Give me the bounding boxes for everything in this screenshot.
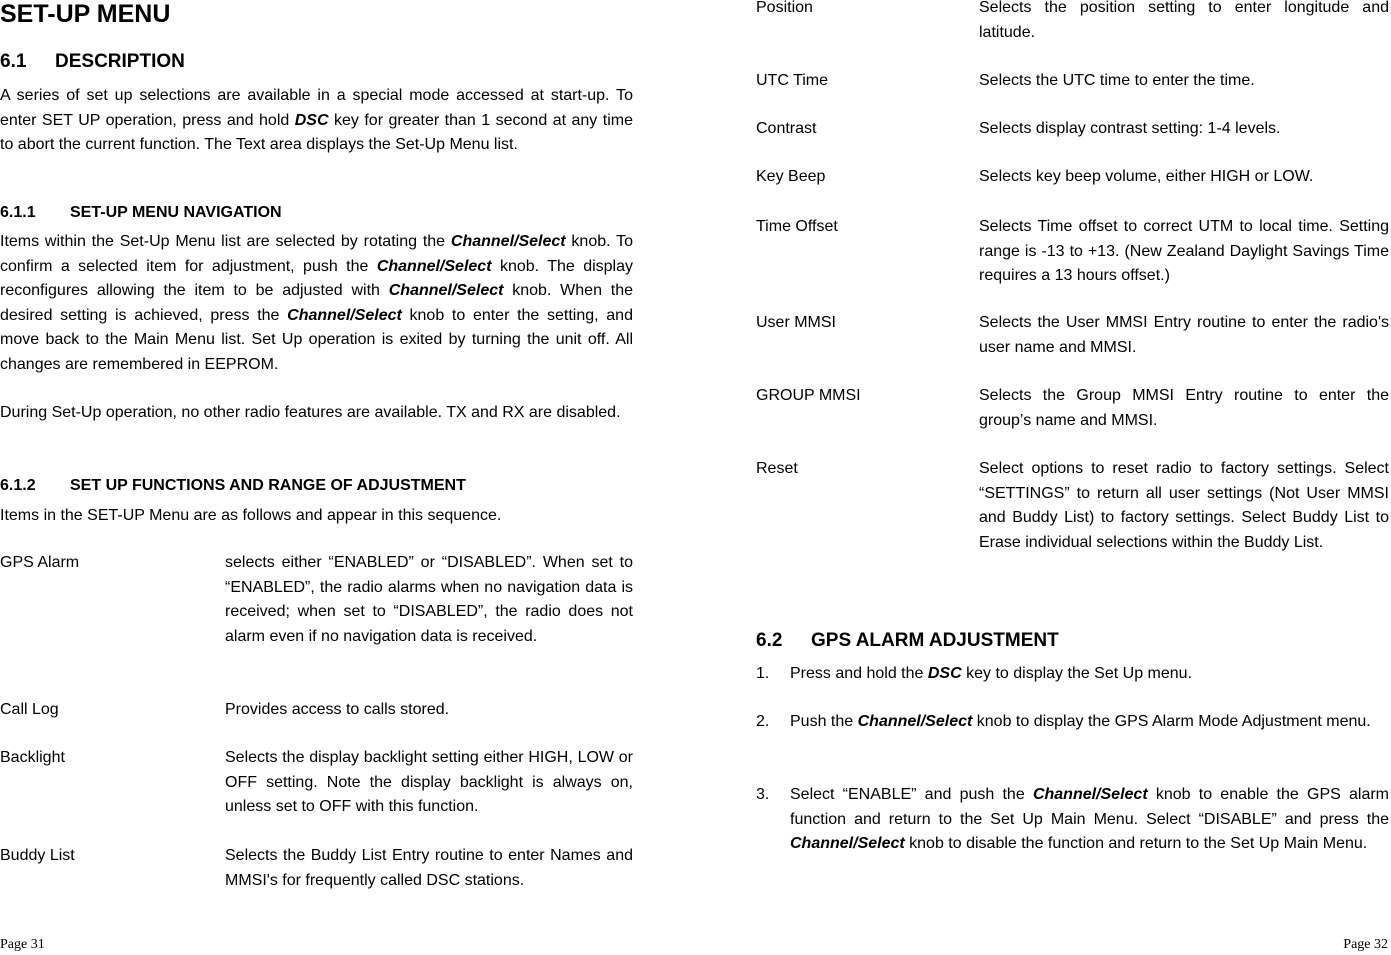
- function-name: Call Log: [0, 701, 59, 718]
- step-number: 1.: [756, 665, 770, 682]
- function-name: Contrast: [756, 120, 817, 137]
- section-6-2-heading: 6.2 GPS ALARM ADJUSTMENT: [756, 630, 1059, 651]
- step-text: Push the Channel/Select knob to display the GPS Alarm Mode Adjustment menu.: [790, 713, 1371, 730]
- step-text: Select “ENABLE” and push the Channel/Select knob to enable the GPS alarm function and return to the Set Up Main Menu. Select “DISABLE” and press the Channel/Select knob to disable the function and return to the Set Up Main Menu.: [790, 786, 1390, 852]
- function-description: Select options to reset radio to factory settings. Select “SETTINGS” to return all user settings (Not User MMSI and Buddy List) to factory settings. Select Buddy List to Erase individual selections within the Buddy List.: [979, 460, 1389, 551]
- function-name: GPS Alarm: [0, 554, 80, 571]
- function-name: Buddy List: [0, 847, 75, 864]
- step-number: 3.: [756, 786, 770, 803]
- function-name: Backlight: [0, 749, 65, 766]
- function-name: GROUP MMSI: [756, 387, 861, 404]
- step-text: Press and hold the DSC key to display the Set Up menu.: [790, 665, 1193, 682]
- function-name: Key Beep: [756, 168, 826, 185]
- section-title: DESCRIPTION: [55, 51, 185, 72]
- function-description: Selects the display backlight setting either HIGH, LOW or OFF setting. Note the display backlight is always on, unless set to OFF with this function.: [225, 749, 633, 815]
- section-6-1-heading: [0, 51, 185, 73]
- function-name: Time Offset: [756, 218, 838, 235]
- function-description: Selects display contrast setting: 1-4 levels.: [979, 120, 1281, 137]
- function-name: User MMSI: [756, 314, 836, 331]
- function-description: Selects the UTC time to enter the time.: [979, 72, 1255, 89]
- function-description: Selects Time offset to correct UTM to local time. Setting range is -13 to +13. (New Zealand Daylight Savings Time requires a 13 hours offset.): [979, 218, 1389, 284]
- function-name: Position: [756, 0, 813, 16]
- function-name: Reset: [756, 460, 798, 477]
- function-name: UTC Time: [756, 72, 828, 89]
- section-6-1-1-heading: 6.1.1 SET-UP MENU NAVIGATION: [0, 204, 282, 221]
- function-description: selects either “ENABLED” or “DISABLED”. When set to “ENABLED”, the radio alarms when no navigation data is received; when set to “DISABLED”, the radio does not alarm even if no navigation data is received.: [225, 554, 633, 645]
- description-paragraph: A series of set up selections are available in a special mode accessed at start-up. To enter SET UP operation, press and hold DSC key for greater than 1 second at any time to abort the current function. The Text area displays the Set-Up Menu list.: [0, 87, 633, 153]
- page-title: SET-UP MENU: [0, 0, 171, 28]
- function-description: Selects the position setting to enter longitude and latitude.: [979, 0, 1389, 41]
- step-number: 2.: [756, 713, 770, 730]
- function-description: Selects the User MMSI Entry routine to enter the radio's user name and MMSI.: [979, 314, 1389, 356]
- section-6-1-2-heading: 6.1.2 SET UP FUNCTIONS AND RANGE OF ADJUSTMENT: [0, 477, 466, 494]
- function-description: Selects the Buddy List Entry routine to enter Names and MMSI's for frequently called DSC stations.: [225, 847, 633, 889]
- function-description: Selects the Group MMSI Entry routine to enter the group’s name and MMSI.: [979, 387, 1389, 429]
- function-description: Provides access to calls stored.: [225, 701, 450, 718]
- functions-intro: Items in the SET-UP Menu are as follows and appear in this sequence.: [0, 507, 502, 524]
- page-number-left: Page 31: [0, 937, 45, 952]
- navigation-paragraph: Items within the Set-Up Menu list are selected by rotating the Channel/Select knob. To confirm a selected item for adjustment, push the Channel/Select knob. The display reconfigures allowing the item to be adjusted with Channel/Select knob. When the desired setting is achieved, press the Channel/Select knob to enter the setting, and move back to the Main Menu list. Set Up operation is exited by turning the unit off. All changes are remembered in EEPROM.: [0, 233, 633, 373]
- dsc-key: DSC: [294, 111, 329, 129]
- setup-note-paragraph: During Set-Up operation, no other radio features are available. TX and RX are disabled.: [0, 404, 621, 421]
- function-description: Selects key beep volume, either HIGH or LOW.: [979, 168, 1314, 185]
- section-number: 6.1: [0, 51, 27, 72]
- page-number-right: Page 32: [1343, 937, 1388, 952]
